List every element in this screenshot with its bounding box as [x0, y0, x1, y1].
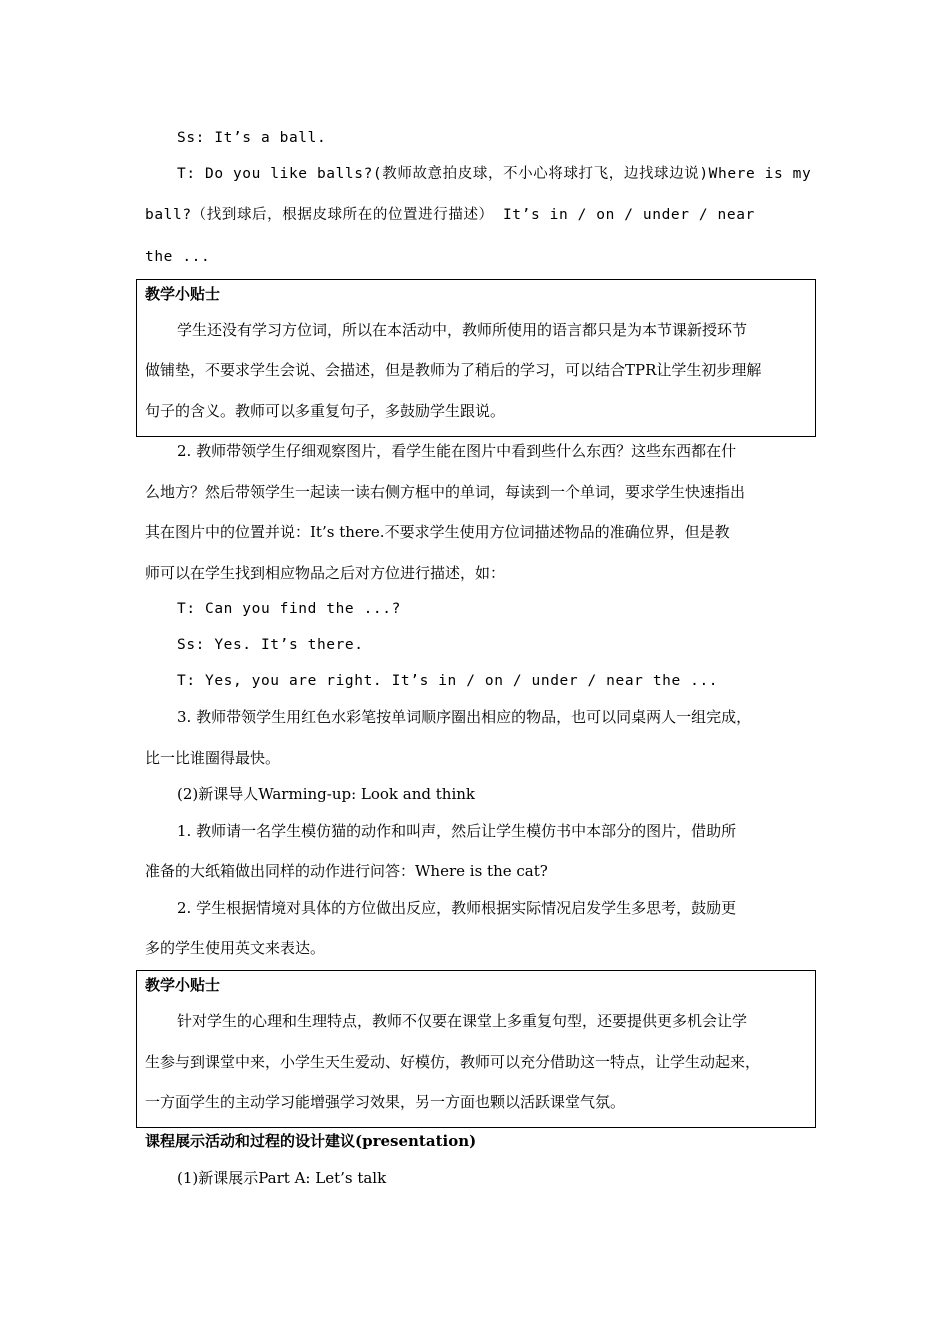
dialog-line: T: Yes, you are right. It’s in / on / under / near the ...	[177, 673, 719, 689]
subsection-heading: (1)新课展示Part A: Let’s talk	[177, 1169, 387, 1187]
paragraph-line: 师可以在学生找到相应物品之后对方位进行描述，如：	[145, 564, 506, 582]
dialog-line: Ss: Yes. It’s there.	[177, 637, 364, 653]
paragraph-line: 3. 教师带领学生用红色水彩笔按单词顺序圈出相应的物品，也可以同桌两人一组完成，	[177, 708, 752, 726]
tip-text: 做铺垫，不要求学生会说、会描述，但是教师为了稍后的学习，可以结合TPR让学生初步理解	[145, 361, 762, 379]
tip-title: 教学小贴士	[145, 285, 221, 303]
paragraph-line: 准备的大纸箱做出同样的动作进行问答：Where is the cat?	[145, 862, 548, 880]
dialog-line: T: Can you find the ...?	[177, 601, 401, 617]
tip-text: 句子的含义。教师可以多重复句子，多鼓励学生跟说。	[145, 402, 506, 420]
paragraph-line: 多的学生使用英文来表达。	[145, 939, 326, 957]
paragraph-line: 比一比谁圈得最快。	[145, 749, 281, 767]
section-title: 课程展示活动和过程的设计建议(presentation)	[145, 1132, 477, 1150]
paragraph-line: 1. 教师请一名学生模仿猫的动作和叫声，然后让学生模仿书中本部分的图片，借助所	[177, 822, 737, 840]
tip-text: 一方面学生的主动学习能增强学习效果，另一方面也颗以活跃课堂气氛。	[145, 1093, 626, 1111]
tip-text: 学生还没有学习方位词，所以在本活动中，教师所使用的语言都只是为本节课新授环节	[177, 321, 748, 339]
dialog-line: T: Do you like balls?(教师故意拍皮球，不小心将球打飞，边找球边说)Where is my	[177, 166, 812, 182]
tip-title: 教学小贴士	[145, 976, 221, 994]
dialog-line: Ss: It’s a ball.	[177, 130, 327, 146]
subsection-heading: (2)新课导人Warming-up: Look and think	[177, 785, 476, 803]
paragraph-line: 2. 学生根据情境对具体的方位做出反应，教师根据实际情况启发学生多思考，鼓励更	[177, 899, 737, 917]
tip-text: 针对学生的心理和生理特点，教师不仅要在课堂上多重复句型，还要提供更多机会让学	[177, 1012, 748, 1030]
tip-text: 生参与到课堂中来，小学生天生爱动、好模仿，教师可以充分借助这一特点，让学生动起来，	[145, 1053, 761, 1071]
paragraph-line: 么地方？然后带领学生一起读一读右侧方框中的单词，每读到一个单词，要求学生快速指出	[145, 483, 746, 501]
paragraph-line: 其在图片中的位置并说：It’s there.不要求学生使用方位词描述物品的准确位界，但是教	[145, 523, 730, 541]
paragraph-line: 2. 教师带领学生仔细观察图片，看学生能在图片中看到些什么东西？这些东西都在什	[177, 442, 737, 460]
dialog-line: the ...	[145, 249, 211, 265]
dialog-line: ball?（找到球后，根据皮球所在的位置进行描述） It’s in / on / under / near	[145, 207, 755, 223]
